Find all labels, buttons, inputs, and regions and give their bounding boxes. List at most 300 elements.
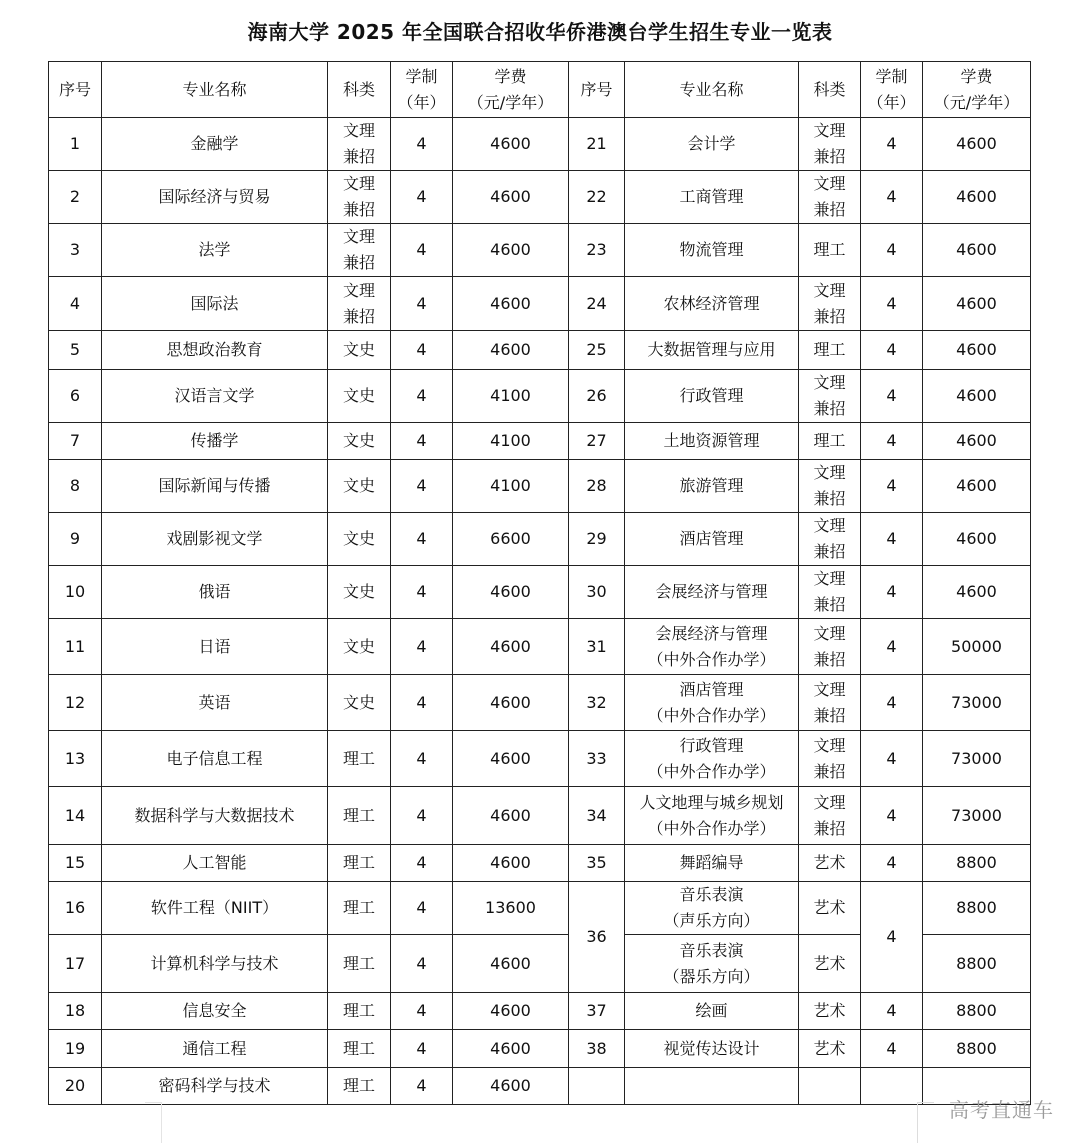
major-cell: 软件工程（NIIT） [102, 882, 328, 935]
category-cell-right [799, 845, 861, 882]
category-cell-right [799, 118, 861, 171]
table-row [49, 513, 1031, 566]
category-cell-right-line2: 兼招 [813, 399, 846, 418]
category-cell-right-line1: 文理 [813, 735, 846, 755]
category-cell-right [799, 370, 861, 423]
major-cell: 国际新闻与传播 [102, 460, 328, 513]
years-cell-right: 4 [861, 675, 923, 731]
major-cell-right: 行政管理 [625, 370, 799, 423]
major-cell: 国际法 [102, 277, 328, 331]
fee-cell: 4100 [453, 460, 569, 513]
table-row [49, 118, 1031, 171]
category-cell [328, 935, 391, 993]
fee-cell-right: 4600 [923, 331, 1031, 370]
years-cell: 4 [391, 277, 453, 331]
table-row [49, 171, 1031, 224]
seq-cell: 9 [49, 513, 102, 566]
major-cell-right [625, 882, 799, 935]
header-fee-right [923, 62, 1031, 118]
major-cell: 俄语 [102, 566, 328, 619]
header-years [391, 62, 453, 118]
category-cell-right-line2: 兼招 [813, 761, 846, 781]
fee-cell: 4600 [453, 787, 569, 845]
fee-cell: 4600 [453, 171, 569, 224]
seq-cell: 6 [49, 370, 102, 423]
major-cell-right: 农林经济管理 [625, 277, 799, 331]
fee-cell: 4600 [453, 1030, 569, 1068]
years-cell-right: 4 [861, 731, 923, 787]
years-cell: 4 [391, 118, 453, 171]
header-years-right-line1: 学制 [875, 66, 908, 86]
header-seq: 序号 [49, 62, 102, 118]
table-row [49, 1030, 1031, 1068]
category-cell-line1: 理工 [342, 853, 375, 872]
header-fee-right-line2: （元/学年） [933, 92, 1020, 112]
table-row [49, 1068, 1031, 1105]
category-cell-right [799, 460, 861, 513]
years-cell: 4 [391, 845, 453, 882]
category-cell [328, 460, 391, 513]
category-cell-line1: 理工 [342, 1038, 375, 1058]
major-cell-right: 土地资源管理 [625, 423, 799, 460]
years-cell-right: 4 [861, 171, 923, 224]
seq-cell: 5 [49, 331, 102, 370]
fee-cell-right: 50000 [923, 619, 1031, 675]
seq-cell: 17 [49, 935, 102, 993]
category-cell-right [799, 224, 861, 277]
years-cell: 4 [391, 224, 453, 277]
major-cell-right: 旅游管理 [625, 460, 799, 513]
major-cell-right-line1: 酒店管理 [679, 679, 744, 699]
years-cell-right: 4 [861, 224, 923, 277]
category-cell-line1: 文理 [342, 280, 375, 300]
major-cell-right [625, 1068, 799, 1105]
fee-cell-right: 8800 [923, 882, 1031, 935]
fee-cell-right: 73000 [923, 675, 1031, 731]
category-cell-line1: 文史 [342, 340, 375, 359]
watermark: 高考直通车 [949, 1098, 1054, 1122]
seq-cell: 4 [49, 277, 102, 331]
years-cell-right: 4 [861, 277, 923, 331]
seq-cell-right: 31 [569, 619, 625, 675]
years-cell-right: 4 [861, 882, 923, 993]
fee-cell: 4600 [453, 1068, 569, 1105]
major-cell: 汉语言文学 [102, 370, 328, 423]
major-cell-right: 工商管理 [625, 171, 799, 224]
major-cell-right-line2: （中外合作办学） [647, 761, 776, 781]
category-cell-right [799, 675, 861, 731]
major-cell: 传播学 [102, 423, 328, 460]
header-fee-line1: 学费 [494, 66, 527, 86]
header-years-right [861, 62, 923, 118]
category-cell [328, 675, 391, 731]
header-major: 专业名称 [102, 62, 328, 118]
category-cell-line1: 文史 [342, 386, 375, 405]
fee-cell: 4100 [453, 423, 569, 460]
seq-cell: 13 [49, 731, 102, 787]
category-cell-right-line1: 文理 [813, 569, 846, 588]
fee-cell-right: 4600 [923, 277, 1031, 331]
seq-cell: 11 [49, 619, 102, 675]
fee-cell: 4600 [453, 731, 569, 787]
major-cell: 信息安全 [102, 993, 328, 1030]
years-cell: 4 [391, 331, 453, 370]
category-cell-right-line1: 理工 [813, 431, 846, 450]
years-cell: 4 [391, 460, 453, 513]
category-cell-right-line1: 艺术 [813, 898, 846, 917]
category-cell-line1: 理工 [342, 1076, 375, 1095]
years-cell-right: 4 [861, 118, 923, 171]
category-cell [328, 118, 391, 171]
majors-table [48, 61, 1031, 1105]
major-cell: 戏剧影视文学 [102, 513, 328, 566]
table-row [49, 882, 1031, 935]
category-cell-line1: 文史 [342, 529, 375, 548]
category-cell-right-line1: 文理 [813, 121, 846, 140]
major-cell-right: 物流管理 [625, 224, 799, 277]
category-cell-line1: 文理 [342, 227, 375, 246]
category-cell [328, 224, 391, 277]
category-cell-right-line2: 兼招 [813, 489, 846, 508]
years-cell: 4 [391, 619, 453, 675]
category-cell-right [799, 1068, 861, 1105]
years-cell: 4 [391, 1030, 453, 1068]
category-cell-right [799, 935, 861, 993]
category-cell-line1: 理工 [342, 898, 375, 917]
years-cell-right: 4 [861, 993, 923, 1030]
seq-cell-right: 37 [569, 993, 625, 1030]
category-cell-line1: 文理 [342, 174, 375, 193]
category-cell-line2: 兼招 [342, 306, 375, 326]
years-cell: 4 [391, 787, 453, 845]
category-cell [328, 513, 391, 566]
category-cell-line1: 理工 [342, 953, 375, 973]
years-cell: 4 [391, 935, 453, 993]
category-cell-right-line1: 文理 [813, 280, 846, 300]
major-cell: 计算机科学与技术 [102, 935, 328, 993]
header-years-line2: （年） [397, 92, 446, 112]
table-row [49, 224, 1031, 277]
major-cell-right [625, 935, 799, 993]
category-cell-right-line1: 文理 [813, 516, 846, 535]
category-cell-right-line1: 文理 [813, 463, 846, 482]
fee-cell-right: 73000 [923, 787, 1031, 845]
seq-cell: 16 [49, 882, 102, 935]
category-cell-line2: 兼招 [342, 253, 375, 272]
years-cell: 4 [391, 675, 453, 731]
fee-cell-right: 4600 [923, 370, 1031, 423]
category-cell-right-line1: 文理 [813, 623, 846, 643]
major-cell-right: 会展经济与管理 [625, 566, 799, 619]
category-cell-line1: 理工 [342, 805, 375, 825]
category-cell [328, 787, 391, 845]
major-cell-right-line2: （声乐方向） [663, 911, 760, 930]
major-cell: 电子信息工程 [102, 731, 328, 787]
category-cell [328, 370, 391, 423]
years-cell-right: 4 [861, 331, 923, 370]
category-cell-line2: 兼招 [342, 147, 375, 166]
seq-cell-right: 30 [569, 566, 625, 619]
seq-cell: 8 [49, 460, 102, 513]
major-cell-right-line1: 会展经济与管理 [655, 623, 768, 643]
category-cell-right-line2: 兼招 [813, 542, 846, 561]
major-cell-right: 会计学 [625, 118, 799, 171]
category-cell-right-line1: 文理 [813, 792, 846, 812]
major-cell: 数据科学与大数据技术 [102, 787, 328, 845]
fee-cell: 4600 [453, 331, 569, 370]
fee-cell-right: 73000 [923, 731, 1031, 787]
category-cell-line1: 理工 [342, 748, 375, 768]
table-row [49, 675, 1031, 731]
major-cell-right [625, 731, 799, 787]
category-cell [328, 731, 391, 787]
seq-cell-right: 38 [569, 1030, 625, 1068]
fee-cell-right: 8800 [923, 845, 1031, 882]
major-cell-right-line2: （中外合作办学） [647, 705, 776, 725]
major-cell: 思想政治教育 [102, 331, 328, 370]
fee-cell-right: 4600 [923, 171, 1031, 224]
seq-cell-right: 27 [569, 423, 625, 460]
category-cell-line1: 文理 [342, 121, 375, 140]
category-cell [328, 277, 391, 331]
category-cell-right [799, 787, 861, 845]
decorative-corner-left [145, 1102, 162, 1143]
years-cell: 4 [391, 171, 453, 224]
major-cell-right-line2: （中外合作办学） [647, 818, 776, 838]
category-cell [328, 1030, 391, 1068]
seq-cell-right: 36 [569, 882, 625, 993]
years-cell-right: 4 [861, 1030, 923, 1068]
years-cell: 4 [391, 993, 453, 1030]
major-cell: 通信工程 [102, 1030, 328, 1068]
fee-cell-right: 4600 [923, 118, 1031, 171]
seq-cell: 14 [49, 787, 102, 845]
category-cell-line2: 兼招 [342, 200, 375, 219]
years-cell: 4 [391, 370, 453, 423]
seq-cell-right: 21 [569, 118, 625, 171]
category-cell-right-line2: 兼招 [813, 649, 846, 669]
major-cell-right: 酒店管理 [625, 513, 799, 566]
category-cell-right [799, 171, 861, 224]
seq-cell: 10 [49, 566, 102, 619]
major-cell-right-line1: 音乐表演 [679, 885, 744, 904]
seq-cell: 18 [49, 993, 102, 1030]
category-cell-right-line2: 兼招 [813, 306, 846, 326]
seq-cell-right: 35 [569, 845, 625, 882]
fee-cell: 13600 [453, 882, 569, 935]
table-header-row [49, 62, 1031, 118]
seq-cell: 15 [49, 845, 102, 882]
fee-cell: 4600 [453, 675, 569, 731]
category-cell-right-line2: 兼招 [813, 147, 846, 166]
header-major-right: 专业名称 [625, 62, 799, 118]
years-cell: 4 [391, 731, 453, 787]
major-cell: 金融学 [102, 118, 328, 171]
fee-cell: 4100 [453, 370, 569, 423]
major-cell: 日语 [102, 619, 328, 675]
major-cell-right [625, 675, 799, 731]
category-cell-line1: 文史 [342, 476, 375, 495]
category-cell-right-line2: 兼招 [813, 705, 846, 725]
category-cell-right-line1: 文理 [813, 373, 846, 392]
major-cell-right: 绘画 [625, 993, 799, 1030]
seq-cell-right: 34 [569, 787, 625, 845]
table-row [49, 566, 1031, 619]
major-cell: 英语 [102, 675, 328, 731]
major-cell: 法学 [102, 224, 328, 277]
category-cell-right-line2: 兼招 [813, 200, 846, 219]
fee-cell: 4600 [453, 935, 569, 993]
table-row [49, 731, 1031, 787]
category-cell-right [799, 619, 861, 675]
category-cell-right [799, 1030, 861, 1068]
category-cell-right [799, 513, 861, 566]
fee-cell-right: 4600 [923, 423, 1031, 460]
table-row [49, 845, 1031, 882]
category-cell [328, 619, 391, 675]
category-cell-right-line1: 艺术 [813, 953, 846, 973]
decorative-corner-right [917, 1102, 934, 1143]
years-cell-right [861, 1068, 923, 1105]
seq-cell-right: 25 [569, 331, 625, 370]
table-row [49, 331, 1031, 370]
fee-cell: 4600 [453, 277, 569, 331]
header-seq-right: 序号 [569, 62, 625, 118]
category-cell-right [799, 731, 861, 787]
category-cell-line1: 文史 [342, 636, 375, 656]
header-fee-line2: （元/学年） [467, 92, 554, 112]
major-cell: 国际经济与贸易 [102, 171, 328, 224]
header-years-line1: 学制 [405, 66, 438, 86]
category-cell [328, 331, 391, 370]
category-cell-right-line1: 艺术 [813, 1038, 846, 1058]
category-cell-line1: 理工 [342, 1001, 375, 1020]
category-cell-line1: 文史 [342, 431, 375, 450]
category-cell [328, 1068, 391, 1105]
years-cell-right: 4 [861, 845, 923, 882]
category-cell-right [799, 277, 861, 331]
category-cell-right [799, 423, 861, 460]
category-cell-right-line2: 兼招 [813, 818, 846, 838]
seq-cell-right [569, 1068, 625, 1105]
major-cell-right-line1: 音乐表演 [679, 940, 744, 960]
page-title: 海南大学 2025 年全国联合招收华侨港澳台学生招生专业一览表 [247, 20, 833, 44]
years-cell-right: 4 [861, 423, 923, 460]
fee-cell: 4600 [453, 224, 569, 277]
header-fee [453, 62, 569, 118]
seq-cell-right: 23 [569, 224, 625, 277]
category-cell [328, 993, 391, 1030]
major-cell-right: 大数据管理与应用 [625, 331, 799, 370]
years-cell-right: 4 [861, 370, 923, 423]
seq-cell-right: 24 [569, 277, 625, 331]
seq-cell: 19 [49, 1030, 102, 1068]
seq-cell-right: 29 [569, 513, 625, 566]
seq-cell: 20 [49, 1068, 102, 1105]
years-cell-right: 4 [861, 566, 923, 619]
category-cell-line1: 文史 [342, 582, 375, 601]
header-category-right: 科类 [799, 62, 861, 118]
major-cell-right-line1: 行政管理 [679, 735, 744, 755]
seq-cell: 1 [49, 118, 102, 171]
category-cell-right [799, 331, 861, 370]
years-cell: 4 [391, 423, 453, 460]
major-cell: 密码科学与技术 [102, 1068, 328, 1105]
major-cell: 人工智能 [102, 845, 328, 882]
table-row [49, 460, 1031, 513]
category-cell-right [799, 566, 861, 619]
category-cell-line1: 文史 [342, 692, 375, 712]
seq-cell-right: 22 [569, 171, 625, 224]
seq-cell: 12 [49, 675, 102, 731]
category-cell-right-line1: 艺术 [813, 853, 846, 872]
category-cell [328, 423, 391, 460]
seq-cell: 2 [49, 171, 102, 224]
fee-cell-right: 8800 [923, 1030, 1031, 1068]
fee-cell: 4600 [453, 566, 569, 619]
category-cell-right-line1: 理工 [813, 240, 846, 259]
seq-cell-right: 33 [569, 731, 625, 787]
years-cell-right: 4 [861, 619, 923, 675]
major-cell-right-line1: 人文地理与城乡规划 [639, 792, 784, 812]
fee-cell-right: 8800 [923, 993, 1031, 1030]
fee-cell-right: 8800 [923, 935, 1031, 993]
category-cell-right-line1: 文理 [813, 679, 846, 699]
fee-cell: 4600 [453, 619, 569, 675]
fee-cell-right: 4600 [923, 460, 1031, 513]
fee-cell: 4600 [453, 118, 569, 171]
category-cell-right-line1: 文理 [813, 174, 846, 193]
years-cell-right: 4 [861, 460, 923, 513]
fee-cell-right: 4600 [923, 224, 1031, 277]
fee-cell: 4600 [453, 845, 569, 882]
major-cell-right [625, 619, 799, 675]
years-cell: 4 [391, 1068, 453, 1105]
seq-cell-right: 26 [569, 370, 625, 423]
seq-cell: 3 [49, 224, 102, 277]
table-row [49, 619, 1031, 675]
fee-cell: 4600 [453, 993, 569, 1030]
seq-cell: 7 [49, 423, 102, 460]
years-cell-right: 4 [861, 787, 923, 845]
years-cell: 4 [391, 513, 453, 566]
table-row [49, 423, 1031, 460]
header-category: 科类 [328, 62, 391, 118]
table-row [49, 787, 1031, 845]
major-cell-right-line2: （器乐方向） [663, 966, 760, 986]
major-cell-right: 视觉传达设计 [625, 1030, 799, 1068]
category-cell [328, 566, 391, 619]
table-row [49, 993, 1031, 1030]
seq-cell-right: 28 [569, 460, 625, 513]
major-cell-right: 舞蹈编导 [625, 845, 799, 882]
major-cell-right-line2: （中外合作办学） [647, 649, 776, 669]
table-row [49, 370, 1031, 423]
years-cell: 4 [391, 882, 453, 935]
header-years-right-line2: （年） [867, 92, 916, 112]
category-cell [328, 845, 391, 882]
table-row [49, 277, 1031, 331]
years-cell-right: 4 [861, 513, 923, 566]
category-cell [328, 171, 391, 224]
major-cell-right [625, 787, 799, 845]
category-cell-right [799, 882, 861, 935]
fee-cell-right: 4600 [923, 566, 1031, 619]
seq-cell-right: 32 [569, 675, 625, 731]
years-cell: 4 [391, 566, 453, 619]
fee-cell-right: 4600 [923, 513, 1031, 566]
category-cell-right-line1: 艺术 [813, 1001, 846, 1020]
